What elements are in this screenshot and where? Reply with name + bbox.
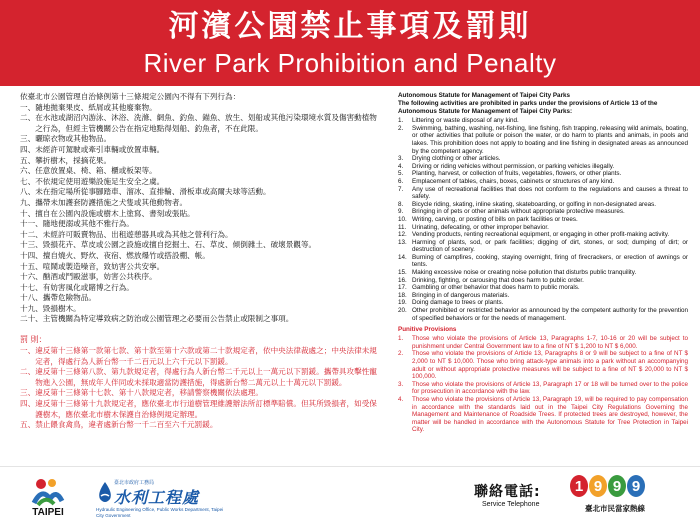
department-english: Hydraulic Engineering Office, Public Works Department, Taipei City Government [96,507,224,518]
prohibition-item-en-number: 9. [398,208,404,216]
english-penalty-list [398,335,688,434]
water-drop-icon [96,481,114,505]
prohibition-item-number: 十一、 [20,219,43,229]
hotline-name: 臺北市民當家熱線 [585,504,645,513]
penalty-item-en [398,335,688,350]
prohibition-item-en-text: Vending products, renting recreational equipment, or engaging in other profit-making activity. [412,231,670,239]
prohibition-item-text: 隨地拋棄果皮、紙屑或其他廢棄物。 [35,102,157,112]
prohibition-item-en-number: 3. [398,155,404,163]
prohibition-item-en [398,208,688,216]
prohibition-item-en [398,125,688,155]
prohibition-item [20,198,380,209]
prohibition-item-en-text: Burning of campfires, cooking, staying overnight, firing of firecrackers, or erection of awnings or tents. [412,253,688,269]
prohibition-item-en-text: Any use of recreational facilities that does not conform to the regulations and causes a threat to safety. [412,185,688,201]
prohibition-item-en-number: 11. [398,223,407,231]
prohibition-item-en-number: 7. [398,185,404,193]
prohibition-item-number: 四、 [20,144,36,154]
prohibition-item-en-number: 19. [398,299,407,307]
taipei-label: TAIPEI [32,507,64,518]
prohibition-item-text: 有妨害風化或賭博之行為。 [42,282,134,292]
prohibition-item-text: 擅自在公園內設施或樹木上塗寫、書刻或張貼。 [35,208,195,218]
prohibition-item-en-text: Other prohibited or restricted behavior as announced by the competent authority for the prevention of specified behaviors or for the needs of management. [412,307,688,322]
prohibition-item-number: 十八、 [20,293,43,303]
prohibition-item-en [398,292,688,300]
prohibition-item-en [398,277,688,285]
penalty-item-en [398,350,688,380]
prohibition-item-text: 毀損花卉、草皮或公園之設施或擅自挖掘土、石、草皮、傾倒雜土、破壞景觀等。 [42,240,317,250]
prohibition-item-en-number: 4. [398,162,404,170]
header-banner [0,0,700,86]
prohibition-item [20,293,380,304]
penalty-item-en [398,396,688,434]
prohibition-item [20,103,380,114]
hotline-1999 [570,475,670,525]
penalty-item [20,399,380,420]
prohibition-item-en [398,239,688,254]
penalty-item-text: 違反第十三條第十七款、第十八款規定者，移請警察機關依法處理。 [35,388,263,398]
prohibition-item-en-number: 15. [398,269,407,277]
title-english: River Park Prohibition and Penalty [143,48,557,78]
prohibition-item-en-number: 20. [398,307,407,315]
prohibition-item-en [398,117,688,125]
prohibition-item-text: 主管機關為特定導致病之防治或公園管理之必要而公告禁止或限制之事項。 [42,314,294,324]
prohibition-item-text: 攜帶未加護套防護措施之犬隻或其他動物者。 [35,197,188,207]
taipei-logo-icon [28,477,68,507]
prohibition-item-en [398,186,688,201]
prohibition-item-en-number: 18. [398,291,407,299]
prohibition-item-en-number: 17. [398,284,407,292]
prohibition-item [20,251,380,262]
prohibition-item [20,113,380,134]
english-penalty-title: Punitive Provisions [398,326,457,334]
department-name: 水利工程處 [114,488,200,507]
prohibition-item-en [398,178,688,186]
prohibition-item-en-text: Bringing in of dangerous materials. [412,291,510,299]
contact-label-english: Service Telephone [482,501,540,508]
prohibition-item-number: 十三、 [20,240,43,250]
prohibition-item [20,283,380,294]
prohibition-item-en-text: Swimming, bathing, washing, net-fishing, line fishing, fish trapping, releasing wild animals, boating, or other activities that pollute or poison the water, or do harm to plants and animals, in pools and lakes. This prohibition does not apply to boating and line fishing in designated areas as announced by the competent agency. [412,124,688,155]
department-parent: 臺北市政府工務局 [114,480,155,486]
prohibition-item-number: 八、 [20,187,36,197]
prohibition-item-text: 任意放置桌、椅、箱、櫃或板架等。 [35,166,157,176]
prohibition-item-en-text: Drinking, fighting, or carousing that does harm to public order. [412,276,584,284]
prohibition-item-text: 未經許可販賣物品、出租遊憩器具或為其他之營利行為。 [42,229,233,239]
hotline-digit: 9 [627,475,645,497]
prohibition-item-en [398,155,688,163]
penalty-item-en-number: 2. [398,350,404,358]
penalty-item [20,420,380,431]
prohibition-item-en [398,254,688,269]
penalty-item-en-text: Those who violate the provisions of Article 13, Paragraph 19, will be required to pay compensation in accordance with the standards laid out in the Taipei City Regulations Governing the Management and Maintenance of Roadside Trees. If protected trees are destroyed, however, the matter will be handled in accordance with the Autonomous Statute for Tree Protection in Taipei City. [412,395,688,434]
prohibition-item-number: 十、 [20,208,36,218]
prohibition-item-text: 在水池或湖沼內游泳、沐浴、洗滌、網魚、釣魚、錨魚、放生、划船或其他污染環境水質及傷害動植物之行為，但經主管機關公告在指定地點得划船、釣魚者，不在此限。 [35,113,377,133]
prohibition-item-en [398,299,688,307]
prohibition-item-en [398,307,688,322]
prohibition-item-en-number: 14. [398,253,407,261]
prohibition-item-text: 隨地便溺或其他不雅行為。 [42,219,134,229]
penalty-item-number: 二、 [20,367,36,377]
prohibition-item-en [398,224,688,232]
prohibition-item-en [398,216,688,224]
prohibition-item [20,240,380,251]
chinese-penalty-title: 罰 則： [20,335,47,345]
prohibition-item-en-text: Bringing in of pets or other animals without appropriate protective measures. [412,208,625,216]
prohibition-item-text: 不依規定使用遊樂設施足生安全之虞。 [35,176,165,186]
penalty-item-en-text: Those who violate the provisions of Article 13, Paragraph 17 or 18 will be turned over to the police for prosecution in accordance with the law. [412,380,688,396]
penalty-item-en-number: 4. [398,395,404,403]
english-title: Autonomous Statute for Management of Taipei City Parks [398,92,571,99]
prohibition-item-en-number: 13. [398,238,407,246]
prohibition-item-en-number: 8. [398,200,404,208]
prohibition-item-text: 擅自燒火、野炊、夜宿、燃放爆竹或搭設棚、帳。 [42,250,210,260]
penalty-item [20,367,380,388]
english-prohibition-list [398,117,688,322]
prohibition-item-number: 七、 [20,176,36,186]
hotline-digit: 9 [589,475,607,497]
penalty-item-number: 一、 [20,346,36,356]
prohibition-item-number: 十四、 [20,250,43,260]
penalty-item-en-number: 1. [398,335,404,343]
penalty-item-text: 違反第十三條第八款、第九款規定者，得處行為人新台幣二千元以上一萬元以下罰鍰。攜帶具攻擊性寵物進入公園，無成年人伴同或未採取適當防護措施，得處新台幣二萬元以上十萬元以下罰鍰。 [35,367,377,387]
prohibition-item-text: 攜帶危險物品。 [42,293,96,303]
chinese-column [20,92,380,464]
prohibition-item-number: 三、 [20,134,36,144]
department-logo [96,479,226,523]
prohibition-item-number: 十九、 [20,303,43,313]
prohibition-item-number: 十六、 [20,272,43,282]
prohibition-item-text: 未經許可駕駛或牽引車輛或放置車輛。 [35,144,165,154]
prohibition-item-en [398,231,688,239]
prohibition-item-en-number: 10. [398,215,407,223]
penalty-item-number: 四、 [20,399,36,409]
prohibition-item-en-number: 12. [398,231,407,239]
prohibition-item-en-number: 2. [398,124,404,132]
footer [0,466,700,528]
prohibition-item [20,134,380,145]
prohibition-item-number: 五、 [20,155,36,165]
prohibition-item-en-number: 5. [398,170,404,178]
english-intro: The following activities are prohibited in parks under the provisions of Article 13 of the Autonomous Statute for Management of Taipei City Parks: [398,100,658,115]
penalty-item-text: 違反第十三條第十九款規定者，應依臺北市行道樹管理維護辦法所訂標準賠償。但其所毀損者，如受保護樹木，應依臺北市樹木保護自治條例規定辦理。 [35,399,377,419]
penalty-item-text: 違反第十三條第一款第七款、第十款至第十六款或第二十款規定者，依中央法律裁處之；中央法律未規定者，得處行為人新台幣一千二百元以上六千元以下罰鍰。 [35,346,377,366]
prohibition-item-number: 十五、 [20,261,43,271]
penalty-item-text: 禁止餵食禽鳥，違者處新台幣一千二百至六千元罰鍰。 [35,420,218,430]
prohibition-item-en-text: Writing, carving, or posting of bills on park facilities or trees. [412,215,578,223]
prohibition-item-number: 二、 [20,113,36,123]
prohibition-item-en-number: 1. [398,117,404,125]
penalty-item-en-text: Those who violate the provisions of Article 13, Paragraphs 1-7, 10-16 or 20 will be subject to punishment under Central Government law to a fine of NT $ 1,200 to NT $ 6,000. [412,335,688,350]
prohibition-item-en-text: Bicycle riding, skating, inline skating, skateboarding, or golfing in non-designated areas. [412,200,656,208]
prohibition-item-text: 喧鬧或製造噪音，致妨害公共安寧。 [42,261,165,271]
penalty-item-en [398,381,688,396]
prohibition-item-en-text: Making excessive noise or creating noise pollution that disturbs public tranquility. [412,269,637,277]
hotline-digit: 9 [608,475,626,497]
prohibition-item-en [398,269,688,277]
prohibition-item [20,209,380,220]
taipei-logo [28,477,68,523]
prohibition-item-en-number: 16. [398,276,407,284]
penalty-item [20,346,380,367]
prohibition-item-number: 二十、 [20,314,43,324]
prohibition-item-text: 毀損樹木。 [42,303,81,313]
prohibition-item [20,230,380,241]
chinese-prohibition-list [20,103,380,325]
prohibition-item [20,219,380,230]
prohibition-item-en [398,284,688,292]
prohibition-item-en-text: Planting, harvest, or collection of fruits, vegetables, flowers, or other plants. [412,170,622,178]
prohibition-item-en-text: Drying clothing or other articles. [412,155,501,163]
prohibition-item-en [398,201,688,209]
prohibition-item-number: 九、 [20,197,36,207]
prohibition-item-text: 酗酒或鬥毆滋事，妨害公共秩序。 [42,272,157,282]
chinese-penalty-list [20,346,380,431]
prohibition-item-en-number: 6. [398,177,404,185]
prohibition-item-number: 六、 [20,166,36,176]
prohibition-item [20,156,380,167]
prohibition-item [20,177,380,188]
penalty-item-en-text: Those who violate the provisions of Article 13, Paragraphs 8 or 9 will be subject to a fine of NT $ 2,000 to NT $ 10,000. Those who bring attack-type animals into a park without an accompanying adult or without appropriate protective measures will be subject to a fine of NT $ 20,000 to NT $ 100,000. [412,350,688,381]
prohibition-item-text: 未在指定場所從事腳踏車、溜冰、直排輪、滑板車或高爾夫球等活動。 [35,187,271,197]
prohibition-item-text: 曬晾衣物或其他物品。 [35,134,112,144]
prohibition-item-en-text: Doing damage to trees or plants. [412,299,504,307]
prohibition-item-en-text: Gambling or other behavior that does harm to public morals. [412,284,580,292]
prohibition-item [20,187,380,198]
prohibition-item-en-text: Harming of plants, sod, or park facilities; digging of dirt, stones, or sod; dumping of dirt; or destruction of scenery. [412,238,688,254]
prohibition-item-en [398,163,688,171]
prohibition-item-en-text: Urinating, defecating, or other improper behavior. [412,223,549,231]
english-column [398,92,688,464]
penalty-item-en-number: 3. [398,380,404,388]
prohibition-item-en-text: Littering or waste disposal of any kind. [412,117,519,125]
hotline-digit: 1 [570,475,588,497]
penalty-item-number: 三、 [20,388,36,398]
penalty-item-number: 五、 [20,420,36,430]
prohibition-item-en-text: Driving or riding vehicles without permission, or parking vehicles illegally. [412,162,615,170]
prohibition-item [20,262,380,273]
penalty-item [20,388,380,399]
hotline-digits [570,475,645,497]
prohibition-item-number: 十七、 [20,282,43,292]
prohibition-item-number: 十二、 [20,229,43,239]
prohibition-item [20,304,380,315]
chinese-intro: 依臺北市公園管理自治條例第十三條規定公園內不得有下列行為： [20,92,241,101]
contact-label: 聯絡電話: [474,484,541,500]
content-body [0,86,700,466]
prohibition-item-en-text: Emplacement of tables, chairs, boxes, cabinets or structures of any kind. [412,177,615,185]
prohibition-item-text: 攀折樹木，採摘花果。 [35,155,112,165]
prohibition-item-en [398,170,688,178]
prohibition-item [20,314,380,325]
prohibition-item [20,272,380,283]
prohibition-item-number: 一、 [20,102,36,112]
title-chinese: 河濱公園禁止事項及罰則 [168,9,532,44]
prohibition-item [20,166,380,177]
prohibition-item [20,145,380,156]
